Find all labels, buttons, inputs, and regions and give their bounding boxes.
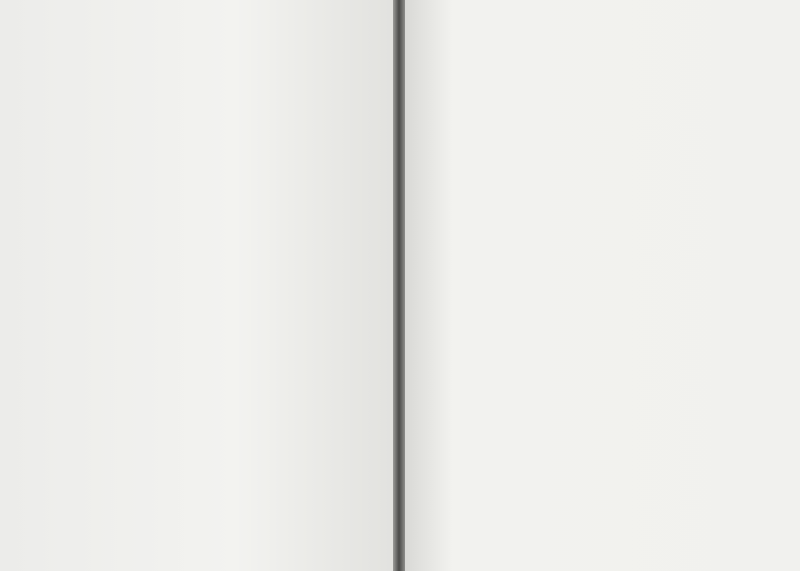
right-page xyxy=(405,0,800,571)
book-gutter xyxy=(393,0,405,571)
left-page xyxy=(0,0,393,571)
